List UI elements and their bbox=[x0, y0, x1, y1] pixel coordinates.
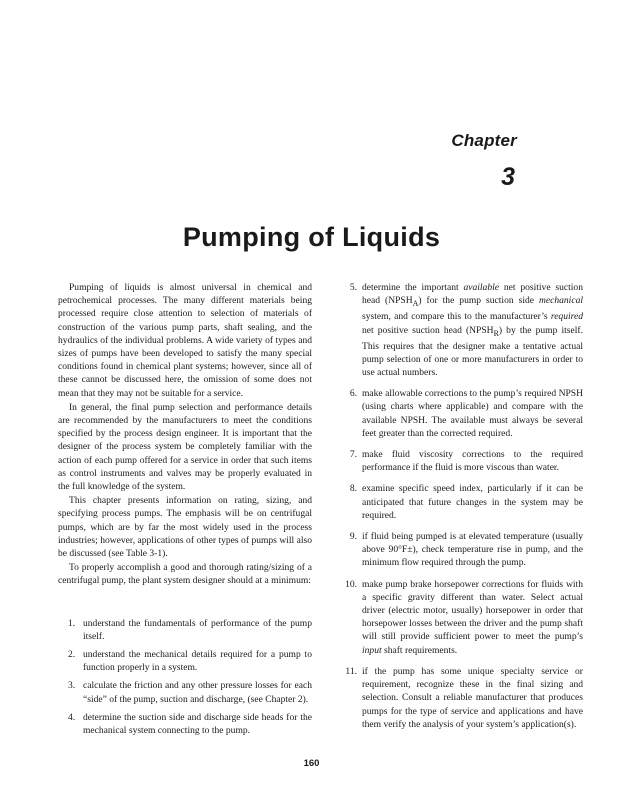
left-column bbox=[58, 281, 312, 737]
list-item-number: 8. bbox=[349, 483, 357, 495]
list-item bbox=[58, 679, 312, 705]
list-item bbox=[340, 448, 583, 474]
list-item-number: 6. bbox=[349, 388, 357, 400]
chapter-number: 3 bbox=[501, 163, 515, 191]
body-paragraph: In general, the final pump selection and performance details are recommended by the manufacturers to meet the conditions specified by the process design engineer. It is important that the designer of the process system be completely familiar with the action of each pump offered for a service in order that such items as control instruments and valves may be properly evaluated in the full knowledge of the system. bbox=[58, 401, 312, 493]
list-item bbox=[58, 648, 312, 674]
list-item-text: calculate the friction and any other pressure losses for each “side” of the pump, suction and discharge, (see Chapter 2). bbox=[83, 680, 312, 705]
list-item-text: understand the fundamentals of performance of the pump itself. bbox=[83, 617, 312, 642]
list-item-number: 4. bbox=[68, 711, 76, 723]
numbered-list bbox=[340, 281, 583, 731]
list-item bbox=[58, 617, 312, 643]
body-paragraph: To properly accomplish a good and thorough rating/sizing of a centrifugal pump, the plant system designer should at a minimum: bbox=[58, 562, 312, 587]
list-item-number: 3. bbox=[68, 680, 76, 692]
chapter-title: Pumping of Liquids bbox=[182, 222, 441, 252]
body-paragraph: This chapter presents information on rating, sizing, and specifying process pumps. The emphasis will be on centrifugal pumps, which are by far the most widely used in the process industries; however, applications of other types of pumps will also be discussed (see Table 3-1). bbox=[58, 495, 312, 560]
list-item-text: examine specific speed index, particularly if it can be anticipated that future changes in the system may be required. bbox=[362, 483, 583, 521]
list-item-text: make allowable corrections to the pump’s required NPSH (using charts where applicable) and compare with the available NPSH. The available must always be several feet greater than the corrected required. bbox=[362, 388, 583, 439]
right-column bbox=[340, 281, 583, 731]
numbered-list bbox=[58, 617, 312, 738]
list-item-text: if fluid being pumped is at elevated temperature (usually above 90°F±), check temperature rise in pump, and the minimum flow required through the pump. bbox=[362, 531, 583, 569]
list-item bbox=[340, 665, 583, 731]
list-item-number: 1. bbox=[68, 617, 76, 629]
page-number: 160 bbox=[303, 758, 320, 769]
list-item-number: 7. bbox=[349, 449, 357, 461]
list-item bbox=[340, 530, 583, 570]
list-item bbox=[58, 711, 312, 737]
body-paragraph: Pumping of liquids is almost universal in chemical and petrochemical processes. The many different materials being processed require close attention to selection of materials of construction of the various pump parts, shaft sealing, and the hydraulics of the individual problems. A wide variety of types and sizes of pumps have been developed to satisfy the many special conditions found in chemical plant systems; however, since all of these cannot be discussed here, the omission of some does not mean that they may not be suitable for a service. bbox=[58, 282, 312, 399]
list-item-text: make pump brake horsepower corrections for fluids with a specific gravity different than water. Select actual driver (electric motor, usually) horsepower in order that horsepower losses between the driver and the pump shaft will still provide sufficient power to meet the pump’s input shaft requirements. bbox=[362, 578, 583, 656]
list-item-text: determine the important available net positive suction head $(NPSH_A)$ for the pump suction side mechanical system, and compare this to the manufacturer’s required net positive suction head $(NPSH_R)$ by the pump itself. This requires that the designer make a tentative actual pump selection of one or more manufacturers in order to use actual numbers. bbox=[362, 282, 583, 379]
list-item-text: understand the mechanical details required for a pump to function properly in a system. bbox=[83, 649, 312, 674]
list-item bbox=[340, 578, 583, 657]
list-item-number: 11. bbox=[345, 665, 357, 677]
chapter-label: Chapter bbox=[451, 131, 517, 150]
list-item bbox=[340, 387, 583, 440]
list-item-number: 9. bbox=[349, 531, 357, 543]
list-item bbox=[340, 281, 583, 379]
list-item-number: 5. bbox=[349, 282, 357, 293]
list-item-text: determine the suction side and discharge side heads for the mechanical system connecting to the pump. bbox=[83, 711, 312, 737]
list-item bbox=[340, 482, 583, 522]
list-item-text: make fluid viscosity corrections to the required performance if the fluid is more viscous than water. bbox=[362, 449, 583, 474]
list-item-number: 2. bbox=[68, 649, 76, 661]
list-item-text: if the pump has some unique specialty service or requirement, recognize these in the final sizing and selection. Consult a reliable manufacturer that produces pumps for the type of service and applications and have them verify the analysis of your system’s application(s). bbox=[362, 665, 583, 730]
list-item-number: 10. bbox=[345, 578, 357, 590]
